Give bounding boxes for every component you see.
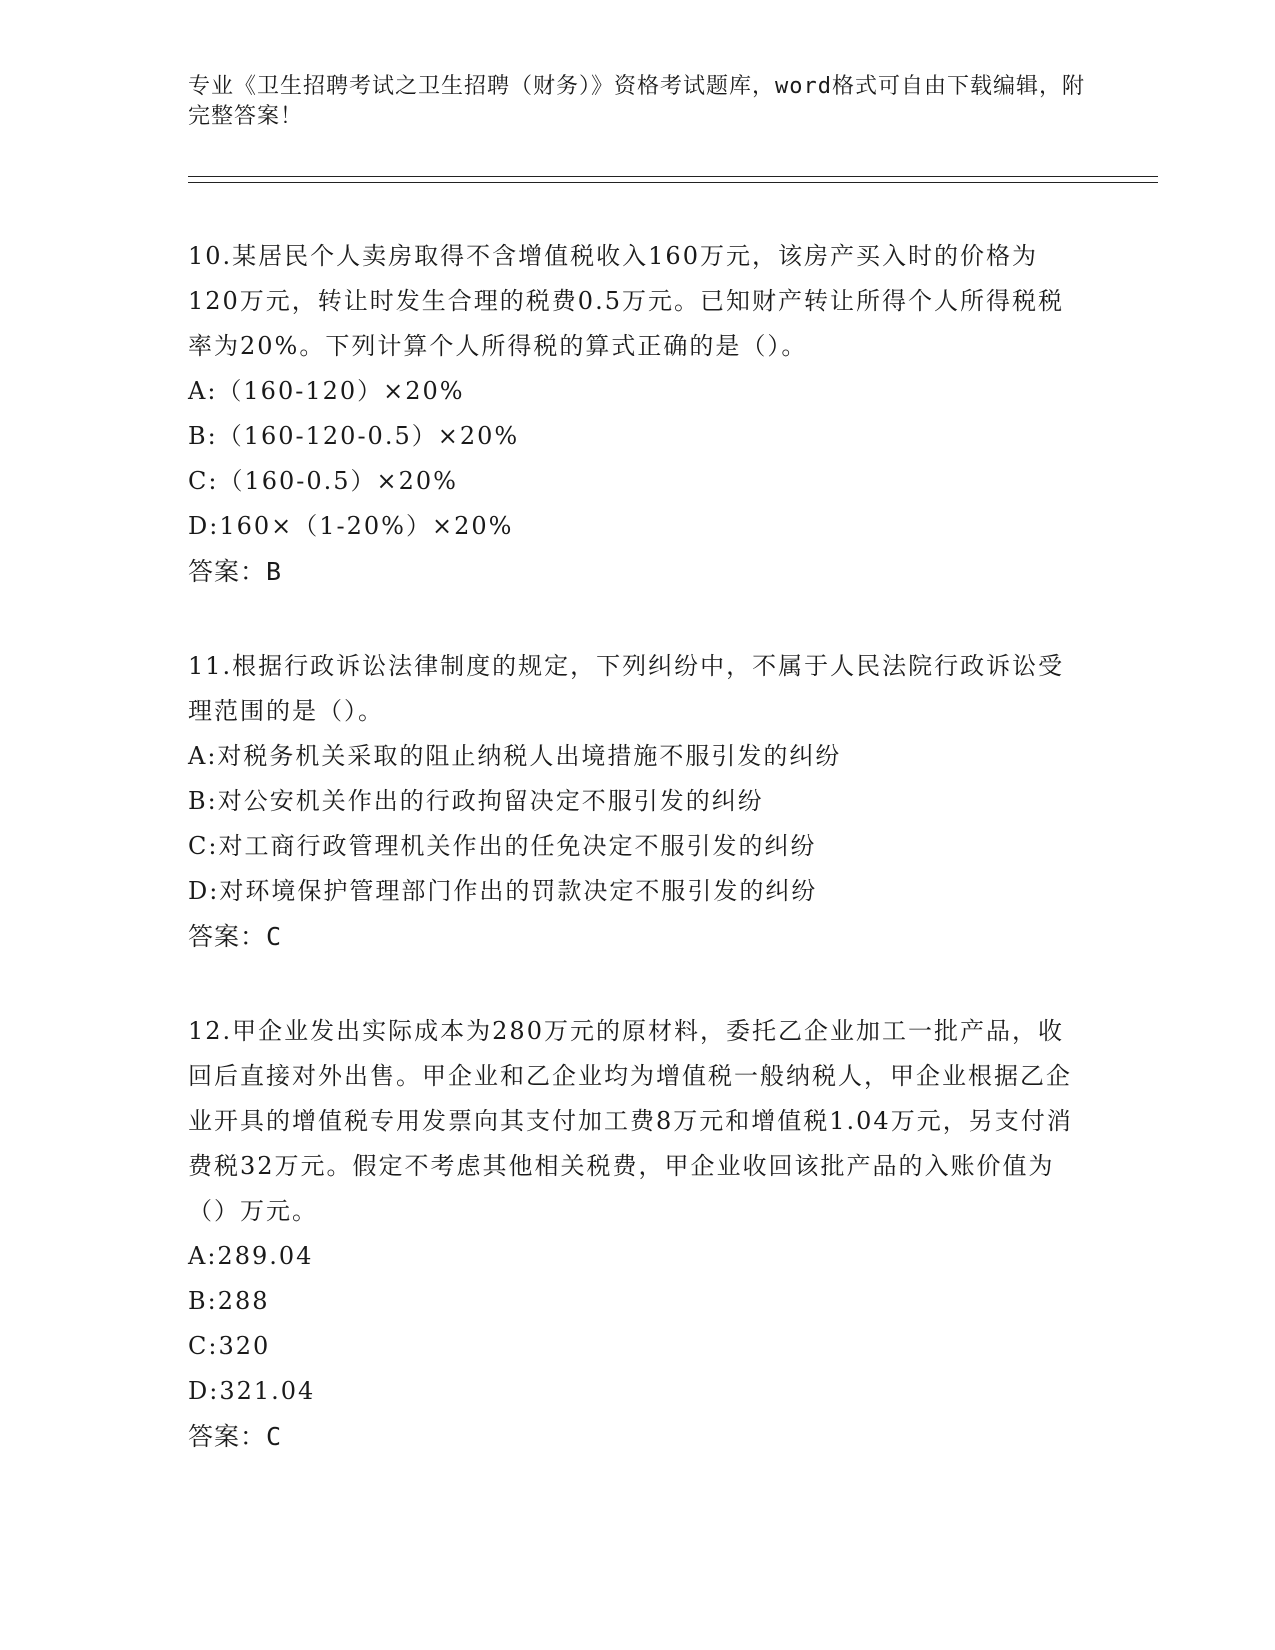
header-divider-bottom [188,182,1158,183]
option-a: A:（160-120）×20% [188,377,465,405]
option-d: D:321.04 [188,1377,316,1405]
header-divider-top [188,176,1158,177]
option-d: D:对环境保护管理部门作出的罚款决定不服引发的纠纷 [188,877,818,905]
option-b: B:（160-120-0.5）×20% [188,422,520,450]
answer-line: 答案：B [188,557,283,586]
option-b: B:288 [188,1287,270,1315]
option-d: D:160×（1-20%）×20% [188,512,514,540]
option-b: B:对公安机关作出的行政拘留决定不服引发的纠纷 [188,787,764,815]
document-header: 专业《卫生招聘考试之卫生招聘（财务）》资格考试题库，word格式可自由下载编辑，附完整答案！ [188,74,1085,129]
question-12 [188,1009,1088,1459]
option-a: A:对税务机关采取的阻止纳税人出境措施不服引发的纠纷 [188,742,842,770]
answer-line: 答案：C [188,922,283,951]
question-10 [188,234,1088,594]
option-c: C:320 [188,1332,271,1360]
option-a: A:289.04 [188,1242,314,1270]
option-c: C:（160-0.5）×20% [188,467,458,495]
question-11 [188,644,1088,959]
question-stem: 10.某居民个人卖房取得不含增值税收入160万元，该房产买入时的价格为120万元，转让时发生合理的税费0.5万元。已知财产转让所得个人所得税税率为20%。下列计算个人所得税的算式正确的是（）。 [188,242,1064,360]
option-c: C:对工商行政管理机关作出的任免决定不服引发的纠纷 [188,832,817,860]
question-stem: 11.根据行政诉讼法律制度的规定，下列纠纷中，不属于人民法院行政诉讼受理范围的是（）。 [188,652,1065,725]
answer-line: 答案：C [188,1422,283,1451]
question-stem: 12.甲企业发出实际成本为280万元的原材料，委托乙企业加工一批产品，收回后直接对外出售。甲企业和乙企业均为增值税一般纳税人，甲企业根据乙企业开具的增值税专用发票向其支付加工费8万元和增值税1.04万元，另支付消费税32万元。假定不考虑其他相关税费，甲企业收回该批产品的入账价值为（）万元。 [188,1017,1073,1225]
